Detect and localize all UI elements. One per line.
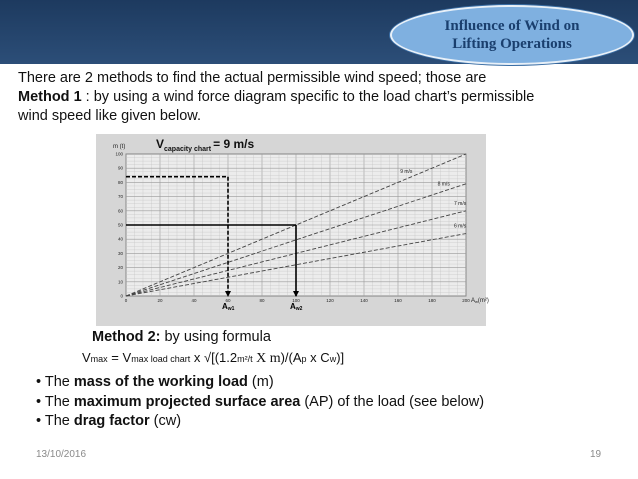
formula-xm: X m xyxy=(252,351,281,366)
series-label: 8 m/s xyxy=(437,181,450,188)
intro-line-2 xyxy=(18,88,628,107)
bullet-list xyxy=(36,373,506,432)
y-tick-label: 0 xyxy=(120,293,123,299)
formula-v: V xyxy=(82,350,91,365)
method2-heading xyxy=(92,329,271,345)
annotation-label: Aw2 xyxy=(290,302,303,312)
formula-p-sub: p xyxy=(301,354,307,364)
formula-tail: )/(A xyxy=(280,350,302,365)
chart-x-label xyxy=(471,298,489,304)
bullet-bold: mass of the working load xyxy=(73,374,248,390)
chart-y-label: m (t) xyxy=(113,144,126,150)
x-tick-label: 40 xyxy=(191,298,197,303)
bullet-item xyxy=(36,393,506,413)
y-tick-label: 20 xyxy=(117,265,123,271)
series-label: 6 m/s xyxy=(454,223,467,230)
y-tick-label: 50 xyxy=(117,222,123,228)
intro-line-3: wind speed like given below. xyxy=(18,108,201,124)
formula-w-sub: w xyxy=(329,354,337,364)
x-tick-label: 20 xyxy=(157,298,163,303)
y-tick-label: 60 xyxy=(117,208,123,214)
formula-xc: x C xyxy=(306,350,330,365)
y-tick-label: 30 xyxy=(117,250,123,256)
formula-mid: x √[(1.2 xyxy=(190,350,238,365)
x-tick-label: 100 xyxy=(292,298,300,303)
chart-title-value: = 9 m/s xyxy=(213,137,255,151)
x-tick-label: 180 xyxy=(428,298,436,303)
chart-x-label-sub: w xyxy=(475,299,478,304)
chart-x-label-unit: (m²) xyxy=(477,298,489,304)
intro-line-1: There are 2 methods to find the actual permissible wind speed; those are xyxy=(18,70,487,86)
chart-title-v: V xyxy=(156,137,165,151)
x-tick-label: 120 xyxy=(326,298,334,303)
bullet-pre: • The xyxy=(36,413,74,429)
bullet-bold: drag factor xyxy=(73,413,150,429)
title-line-2: Lifting Operations xyxy=(452,36,572,52)
bullet-post: (AP) of the load (see below) xyxy=(300,393,485,410)
bullet-post: (m) xyxy=(247,374,274,390)
annotation-label: Aw1 xyxy=(222,302,235,312)
x-tick-label: 140 xyxy=(360,298,368,303)
formula-v2-sub: max load chart xyxy=(131,354,191,364)
y-tick-label: 100 xyxy=(115,151,123,157)
y-tick-label: 70 xyxy=(117,194,123,200)
x-tick-label: 160 xyxy=(394,298,402,303)
intro-text xyxy=(18,69,628,126)
series-label: 9 m/s xyxy=(400,169,413,176)
chart-x-label-a: A xyxy=(471,298,476,304)
bullet-pre: • The xyxy=(36,374,74,390)
y-tick-label: 10 xyxy=(117,279,123,285)
bullet-post: (cw) xyxy=(149,413,182,429)
series-label: 7 m/s xyxy=(454,200,467,207)
formula-unit: m²/t xyxy=(237,354,253,364)
title-badge xyxy=(390,5,634,65)
chart-svg xyxy=(96,134,489,326)
chart-title-sub: capacity chart xyxy=(164,146,212,153)
x-tick-label: 60 xyxy=(225,298,231,303)
method1-text: : by using a wind force diagram specific to the load chart’s permissible xyxy=(81,89,535,105)
x-tick-label: 200 xyxy=(462,298,470,303)
method2-text: by using formula xyxy=(160,329,271,345)
formula-end: )] xyxy=(336,350,345,365)
y-tick-label: 90 xyxy=(117,165,123,171)
bullet-bold: maximum projected surface area xyxy=(73,393,301,410)
y-tick-label: 80 xyxy=(117,179,123,185)
bullet-item xyxy=(36,373,506,393)
bullet-item xyxy=(36,412,506,432)
wind-force-chart xyxy=(96,134,489,326)
x-tick-label: 0 xyxy=(124,298,128,303)
bullet-pre: • The xyxy=(36,393,74,410)
wind-speed-formula xyxy=(82,350,344,367)
footer-date: 13/10/2016 xyxy=(36,449,87,460)
x-tick-label: 80 xyxy=(259,298,265,303)
formula-v-sub: max xyxy=(90,354,108,364)
footer-page-number: 19 xyxy=(590,449,602,460)
method2-label: Method 2: xyxy=(92,329,161,345)
formula-eq: = V xyxy=(107,350,132,365)
method1-label: Method 1 xyxy=(18,89,82,105)
y-tick-label: 40 xyxy=(117,236,123,242)
chart-title xyxy=(156,137,254,153)
title-line-1: Influence of Wind on xyxy=(444,18,580,34)
